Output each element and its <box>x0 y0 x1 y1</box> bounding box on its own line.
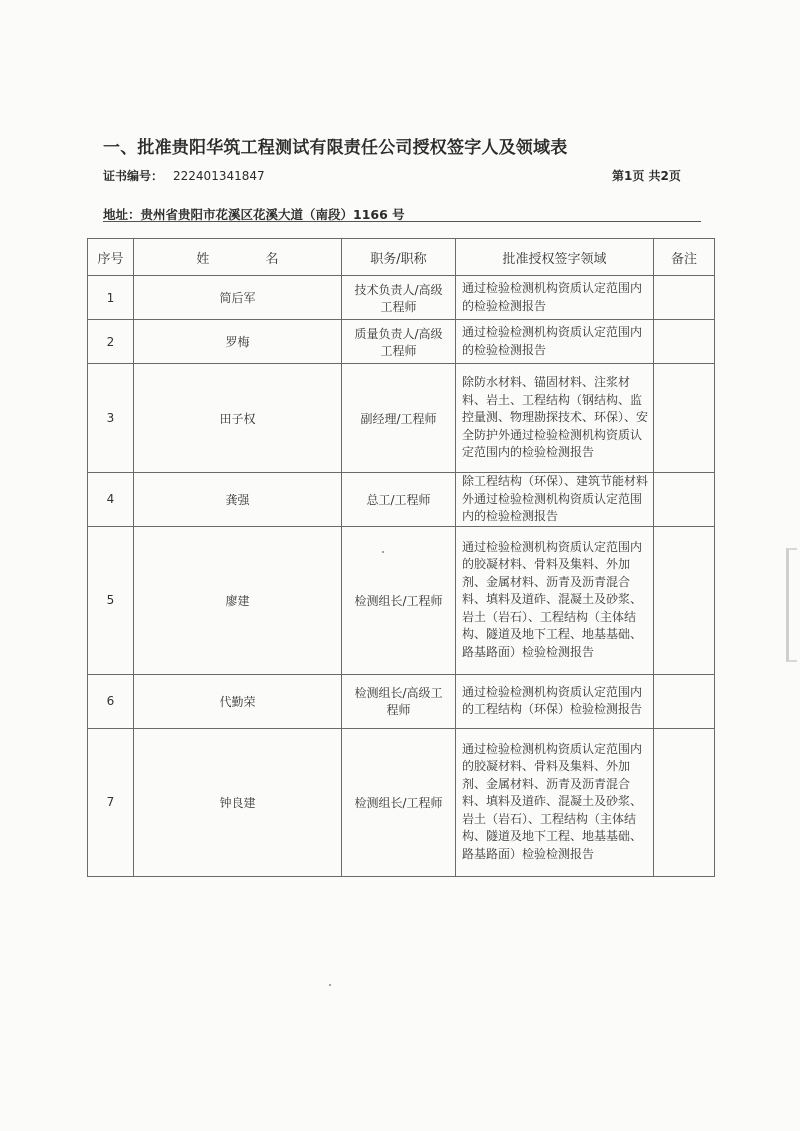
table-row <box>88 364 715 473</box>
certificate-label: 证书编号： <box>103 169 164 183</box>
table-header-row <box>88 239 715 276</box>
signatory-name: 廖建 <box>134 526 342 674</box>
signatory-name: 简后军 <box>134 276 342 320</box>
row-number: 6 <box>88 674 134 728</box>
table-row <box>88 320 715 364</box>
header-title: 职务/职称 <box>342 239 456 276</box>
header-name: 姓 名 <box>134 239 342 276</box>
authorized-scope: 通过检验检测机构资质认定范围内的检验检测报告 <box>456 320 654 364</box>
row-number: 1 <box>88 276 134 320</box>
row-number: 5 <box>88 526 134 674</box>
row-number: 2 <box>88 320 134 364</box>
signatory-table <box>87 238 715 877</box>
header-no: 序号 <box>88 239 134 276</box>
remark <box>654 276 715 320</box>
remark <box>654 674 715 728</box>
scan-dust <box>329 984 331 986</box>
scan-dust <box>382 551 384 553</box>
certificate-value: 222401341847 <box>173 169 265 183</box>
position-title: 质量负责人/高级工程师 <box>342 320 456 364</box>
page-info: 第1页 共2页 <box>612 169 681 183</box>
row-number: 3 <box>88 364 134 473</box>
header-remark: 备注 <box>654 239 715 276</box>
remark <box>654 320 715 364</box>
authorized-scope: 除工程结构（环保）、建筑节能材料外通过检验检测机构资质认定范围内的检验检测报告 <box>456 473 654 527</box>
table-row <box>88 674 715 728</box>
table-row <box>88 728 715 876</box>
authorized-scope: 通过检验检测机构资质认定范围内的检验检测报告 <box>456 276 654 320</box>
authorized-scope: 通过检验检测机构资质认定范围内的胶凝材料、骨料及集料、外加剂、金属材料、沥青及沥青混合料、填料及道砟、混凝土及砂浆、岩土（岩石）、工程结构（主体结构、隧道及地下工程、地基基础、路基路面）检验检测报告 <box>456 728 654 876</box>
position-title: 检测组长/工程师 <box>342 526 456 674</box>
signatory-name: 代勤荣 <box>134 674 342 728</box>
remark <box>654 728 715 876</box>
position-title: 技术负责人/高级工程师 <box>342 276 456 320</box>
document-title: 一、批准贵阳华筑工程测试有限责任公司授权签字人及领域表 <box>103 138 568 158</box>
position-title: 副经理/工程师 <box>342 364 456 473</box>
scan-edge-mark <box>786 548 797 662</box>
signatory-name: 田子权 <box>134 364 342 473</box>
header-scope: 批准授权签字领域 <box>456 239 654 276</box>
position-title: 总工/工程师 <box>342 473 456 527</box>
remark <box>654 473 715 527</box>
row-number: 4 <box>88 473 134 527</box>
table-row <box>88 473 715 527</box>
signatory-name: 龚强 <box>134 473 342 527</box>
signatory-name: 钟良建 <box>134 728 342 876</box>
authorized-scope: 通过检验检测机构资质认定范围内的胶凝材料、骨料及集料、外加剂、金属材料、沥青及沥青混合料、填料及道砟、混凝土及砂浆、岩土（岩石）、工程结构（主体结构、隧道及地下工程、地基基础、路基路面）检验检测报告 <box>456 526 654 674</box>
address-line: 地址：贵州省贵阳市花溪区花溪大道（南段）1166 号 <box>103 205 701 222</box>
remark <box>654 526 715 674</box>
authorized-scope: 除防水材料、锚固材料、注浆材料、岩土、工程结构（钢结构、监控量测、物理勘探技术、环保）、安全防护外通过检验检测机构资质认定范围内的检验检测报告 <box>456 364 654 473</box>
table-row <box>88 276 715 320</box>
table-row <box>88 526 715 674</box>
authorized-scope: 通过检验检测机构资质认定范围内的工程结构（环保）检验检测报告 <box>456 674 654 728</box>
signatory-name: 罗梅 <box>134 320 342 364</box>
position-title: 检测组长/工程师 <box>342 728 456 876</box>
position-title: 检测组长/高级工程师 <box>342 674 456 728</box>
certificate-number <box>103 167 265 184</box>
row-number: 7 <box>88 728 134 876</box>
remark <box>654 364 715 473</box>
